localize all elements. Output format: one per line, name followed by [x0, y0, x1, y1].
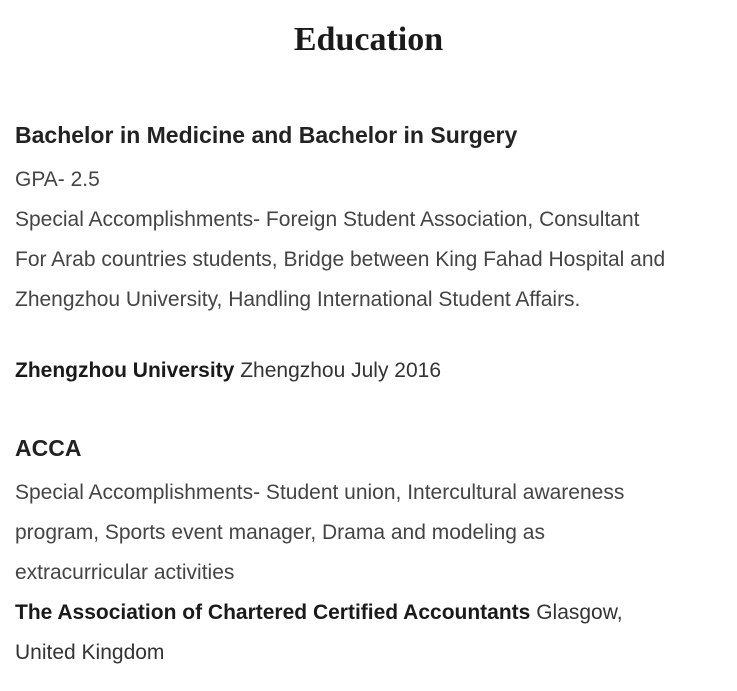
institution-name: The Association of Chartered Certified Accountants — [15, 601, 531, 624]
degree-title: ACCA — [15, 435, 82, 461]
accomplishments-line-1: Special Accomplishments- Foreign Student Association, Consultant — [15, 208, 640, 231]
education-content — [15, 115, 737, 673]
accomplishments-line-2: program, Sports event manager, Drama and modeling as — [15, 521, 545, 544]
institution-name: Zhengzhou University — [15, 359, 235, 382]
accomplishments-line-3: Zhengzhou University, Handling International Student Affairs. — [15, 288, 581, 311]
education-entry-mbbs — [15, 115, 737, 391]
institution-details-cont: United Kingdom — [15, 641, 165, 664]
section-title: Education — [293, 21, 444, 58]
degree-title: Bachelor in Medicine and Bachelor in Surgery — [15, 122, 518, 148]
accomplishments-line-1: Special Accomplishments- Student union, Intercultural awareness — [15, 481, 625, 504]
education-entry-acca — [15, 428, 737, 673]
institution-details: Zhengzhou July 2016 — [240, 359, 442, 382]
gpa-text: GPA- 2.5 — [15, 168, 100, 191]
accomplishments-line-2: For Arab countries students, Bridge between King Fahad Hospital and — [15, 248, 666, 271]
institution-line — [15, 593, 737, 633]
accomplishments-line-3: extracurricular activities — [15, 561, 235, 584]
institution-details: Glasgow, — [536, 601, 623, 624]
institution-line — [15, 351, 737, 391]
